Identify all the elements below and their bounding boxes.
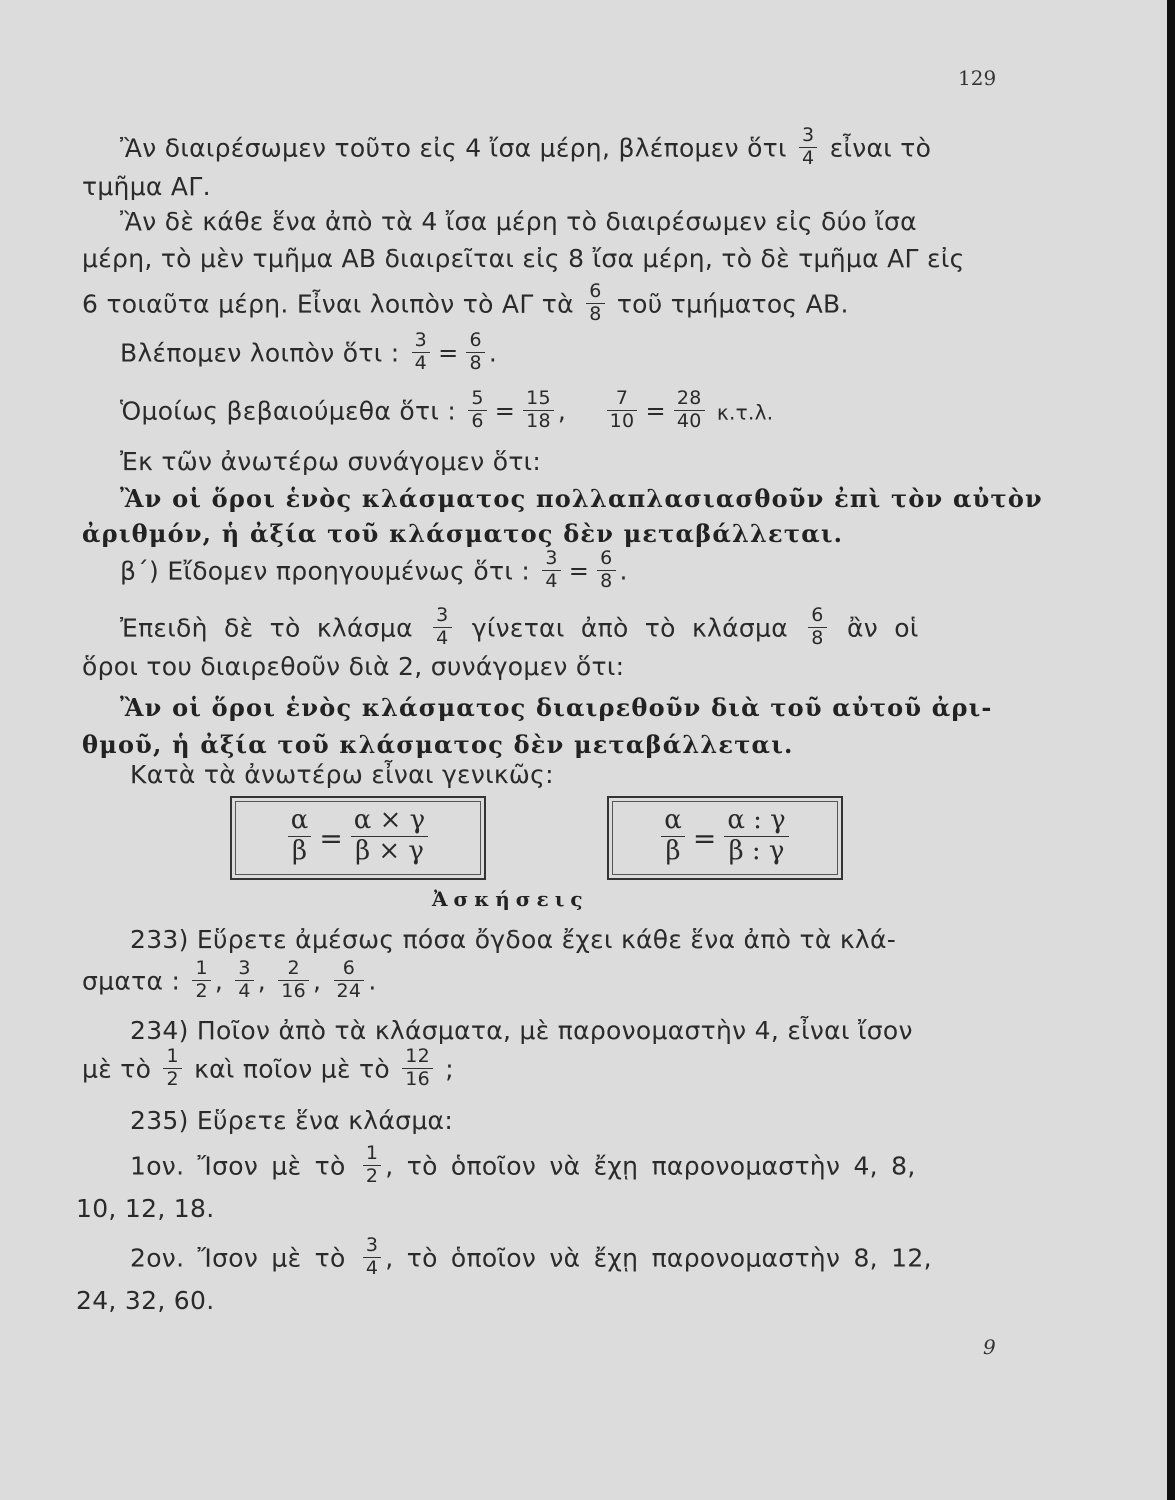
paragraph-line-4: μέρη, τὸ μὲν τμῆμα ΑΒ διαιρεῖται εἰς 8 ἴσα μέρη, τὸ δὲ τμῆμα ΑΓ εἰς: [82, 244, 965, 273]
text: Ἂν διαιρέσωμεν τοῦτο εἰς 4 ἴσα μέρη, βλέπομεν ὅτι: [120, 133, 787, 163]
paragraph-line-8: Ἐκ τῶν ἀνωτέρω συνάγομεν ὅτι:: [120, 447, 542, 476]
fraction: $\frac{1}{2}$: [192, 958, 210, 1003]
fraction: $\frac{12}{16}$: [402, 1046, 433, 1091]
text: εἶναι τὸ: [829, 133, 932, 163]
rule-2-line-a: Ἂν οἱ ὅροι ἑνὸς κλάσματος διαιρεθοῦν διὰ τοῦ αὐτοῦ ἀρι-: [120, 693, 993, 722]
fraction: $\frac{6}{24}$: [334, 958, 365, 1003]
formula-box-divide: $\frac{\alpha}{\beta}$ = $\frac{\alpha : \gamma}{\beta : \gamma}$: [607, 796, 843, 880]
fraction: $\frac{\alpha}{\beta}$: [288, 806, 312, 867]
fraction: $\frac{3}{4}$: [542, 548, 560, 593]
fraction: $\frac{1}{2}$: [363, 1143, 381, 1188]
paragraph-line-3: Ἂν δὲ κάθε ἕνα ἀπὸ τὰ 4 ἴσα μέρη τὸ διαιρέσωμεν εἰς δύο ἴσα: [120, 207, 917, 236]
fraction: $\frac{28}{40}$: [674, 388, 705, 433]
exercises-heading: Ἀσκήσεις: [432, 887, 589, 911]
fraction: $\frac{6}{8}$: [808, 605, 826, 650]
fraction: $\frac{2}{16}$: [278, 958, 309, 1003]
fraction: $\frac{6}{8}$: [586, 281, 604, 326]
rule-2-line-b: θμοῦ, ἡ ἀξία τοῦ κλάσματος δὲν μεταβάλλεται.: [82, 730, 794, 759]
exercise-234-line-a: 234) Ποῖον ἀπὸ τὰ κλάσματα, μὲ παρονομαστὴν 4, εἶναι ἴσον: [130, 1016, 913, 1045]
fraction: $\frac{3}{4}$: [433, 605, 451, 650]
page-number: 129: [958, 66, 997, 90]
exercise-235-item-2-line-a: 2ον. Ἴσον μὲ τὸ $\frac{3}{4}$ , τὸ ὁποῖον νὰ ἔχῃ παρονομαστὴν 8, 12,: [130, 1234, 932, 1279]
paragraph-line-10: Ἐπειδὴ δὲ τὸ κλάσμα $\frac{3}{4}$ γίνεται ἀπὸ τὸ κλάσμα $\frac{6}{8}$ ἂν οἱ: [120, 604, 919, 649]
rule-1-line-b: ἀριθμόν, ἡ ἀξία τοῦ κλάσματος δὲν μεταβάλλεται.: [82, 519, 844, 548]
fraction: $\frac{3}{4}$: [412, 330, 430, 375]
fraction: $\frac{6}{8}$: [466, 330, 484, 375]
rule-1-line-a: Ἂν οἱ ὅροι ἑνὸς κλάσματος πολλαπλασιασθοῦν ἐπὶ τὸν αὐτὸν: [120, 484, 1043, 513]
exercise-235-item-1-line-b: 10, 12, 18.: [76, 1194, 215, 1223]
fraction: $\frac{5}{6}$: [468, 388, 486, 433]
exercise-235-title: 235) Εὕρετε ἕνα κλάσμα:: [130, 1106, 454, 1135]
paragraph-line-5: 6 τοιαῦτα μέρη. Εἶναι λοιπὸν τὸ ΑΓ τὰ $\frac{6}{8}$ τοῦ τμήματος ΑΒ.: [82, 280, 849, 325]
exercise-233-line-b: σματα : $\frac{1}{2}$ , $\frac{3}{4}$ , $\frac{2}{16}$ , $\frac{6}{24}$ .: [82, 957, 377, 1002]
paragraph-line-12: Κατὰ τὰ ἀνωτέρω εἶναι γενικῶς:: [130, 760, 554, 789]
paragraph-line-11: ὅροι του διαιρεθοῦν διὰ 2, συνάγομεν ὅτι:: [82, 652, 625, 681]
equation-line-3: β΄) Εἴδομεν προηγουμένως ὅτι : $\frac{3}{4}$ = $\frac{6}{8}$ .: [120, 547, 628, 592]
fraction: $\frac{3}{4}$: [235, 958, 253, 1003]
fraction: $\frac{6}{8}$: [597, 548, 615, 593]
fraction: $\frac{\alpha \times \gamma}{\beta \times \gamma}$: [351, 806, 428, 867]
formula-box-multiply: $\frac{\alpha}{\beta}$ = $\frac{\alpha \times \gamma}{\beta \times \gamma}$: [230, 796, 486, 880]
paragraph-line-2: τμῆμα ΑΓ.: [82, 172, 211, 201]
exercise-234-line-b: μὲ τὸ $\frac{1}{2}$ καὶ ποῖον μὲ τὸ $\frac{12}{16}$ ;: [82, 1045, 454, 1090]
exercise-233-line-a: 233) Εὕρετε ἀμέσως πόσα ὄγδοα ἔχει κάθε ἕνα ἀπὸ τὰ κλά-: [130, 925, 897, 954]
fraction: $\frac{\alpha}{\beta}$: [661, 806, 685, 867]
paragraph-line-1: [120, 124, 932, 172]
fraction: $\frac{15}{18}$: [523, 388, 554, 433]
equation-line-2: Ὁμοίως βεβαιούμεθα ὅτι : $\frac{5}{6}$ = $\frac{15}{18}$ , $\frac{7}{10}$ = $\frac{28}{40}$ κ.τ.λ.: [120, 387, 774, 432]
exercise-235-item-1-line-a: 1ον. Ἴσον μὲ τὸ $\frac{1}{2}$ , τὸ ὁποῖον νὰ ἔχῃ παρονομαστὴν 4, 8,: [130, 1142, 916, 1187]
fraction: $\frac{7}{10}$: [607, 388, 638, 433]
fraction: $\frac{1}{2}$: [163, 1046, 181, 1091]
exercise-235-item-2-line-b: 24, 32, 60.: [76, 1286, 215, 1315]
page-edge-shadow: [1167, 0, 1175, 1500]
fraction: $\frac{3}{4}$: [799, 125, 817, 170]
fraction: $\frac{3}{4}$: [363, 1235, 381, 1280]
fraction: $\frac{\alpha : \gamma}{\beta : \gamma}$: [724, 806, 788, 867]
footer-signature-number: 9: [983, 1335, 996, 1359]
equation-line-1: Βλέπομεν λοιπὸν ὅτι : $\frac{3}{4}$ = $\frac{6}{8}$ .: [120, 329, 498, 374]
